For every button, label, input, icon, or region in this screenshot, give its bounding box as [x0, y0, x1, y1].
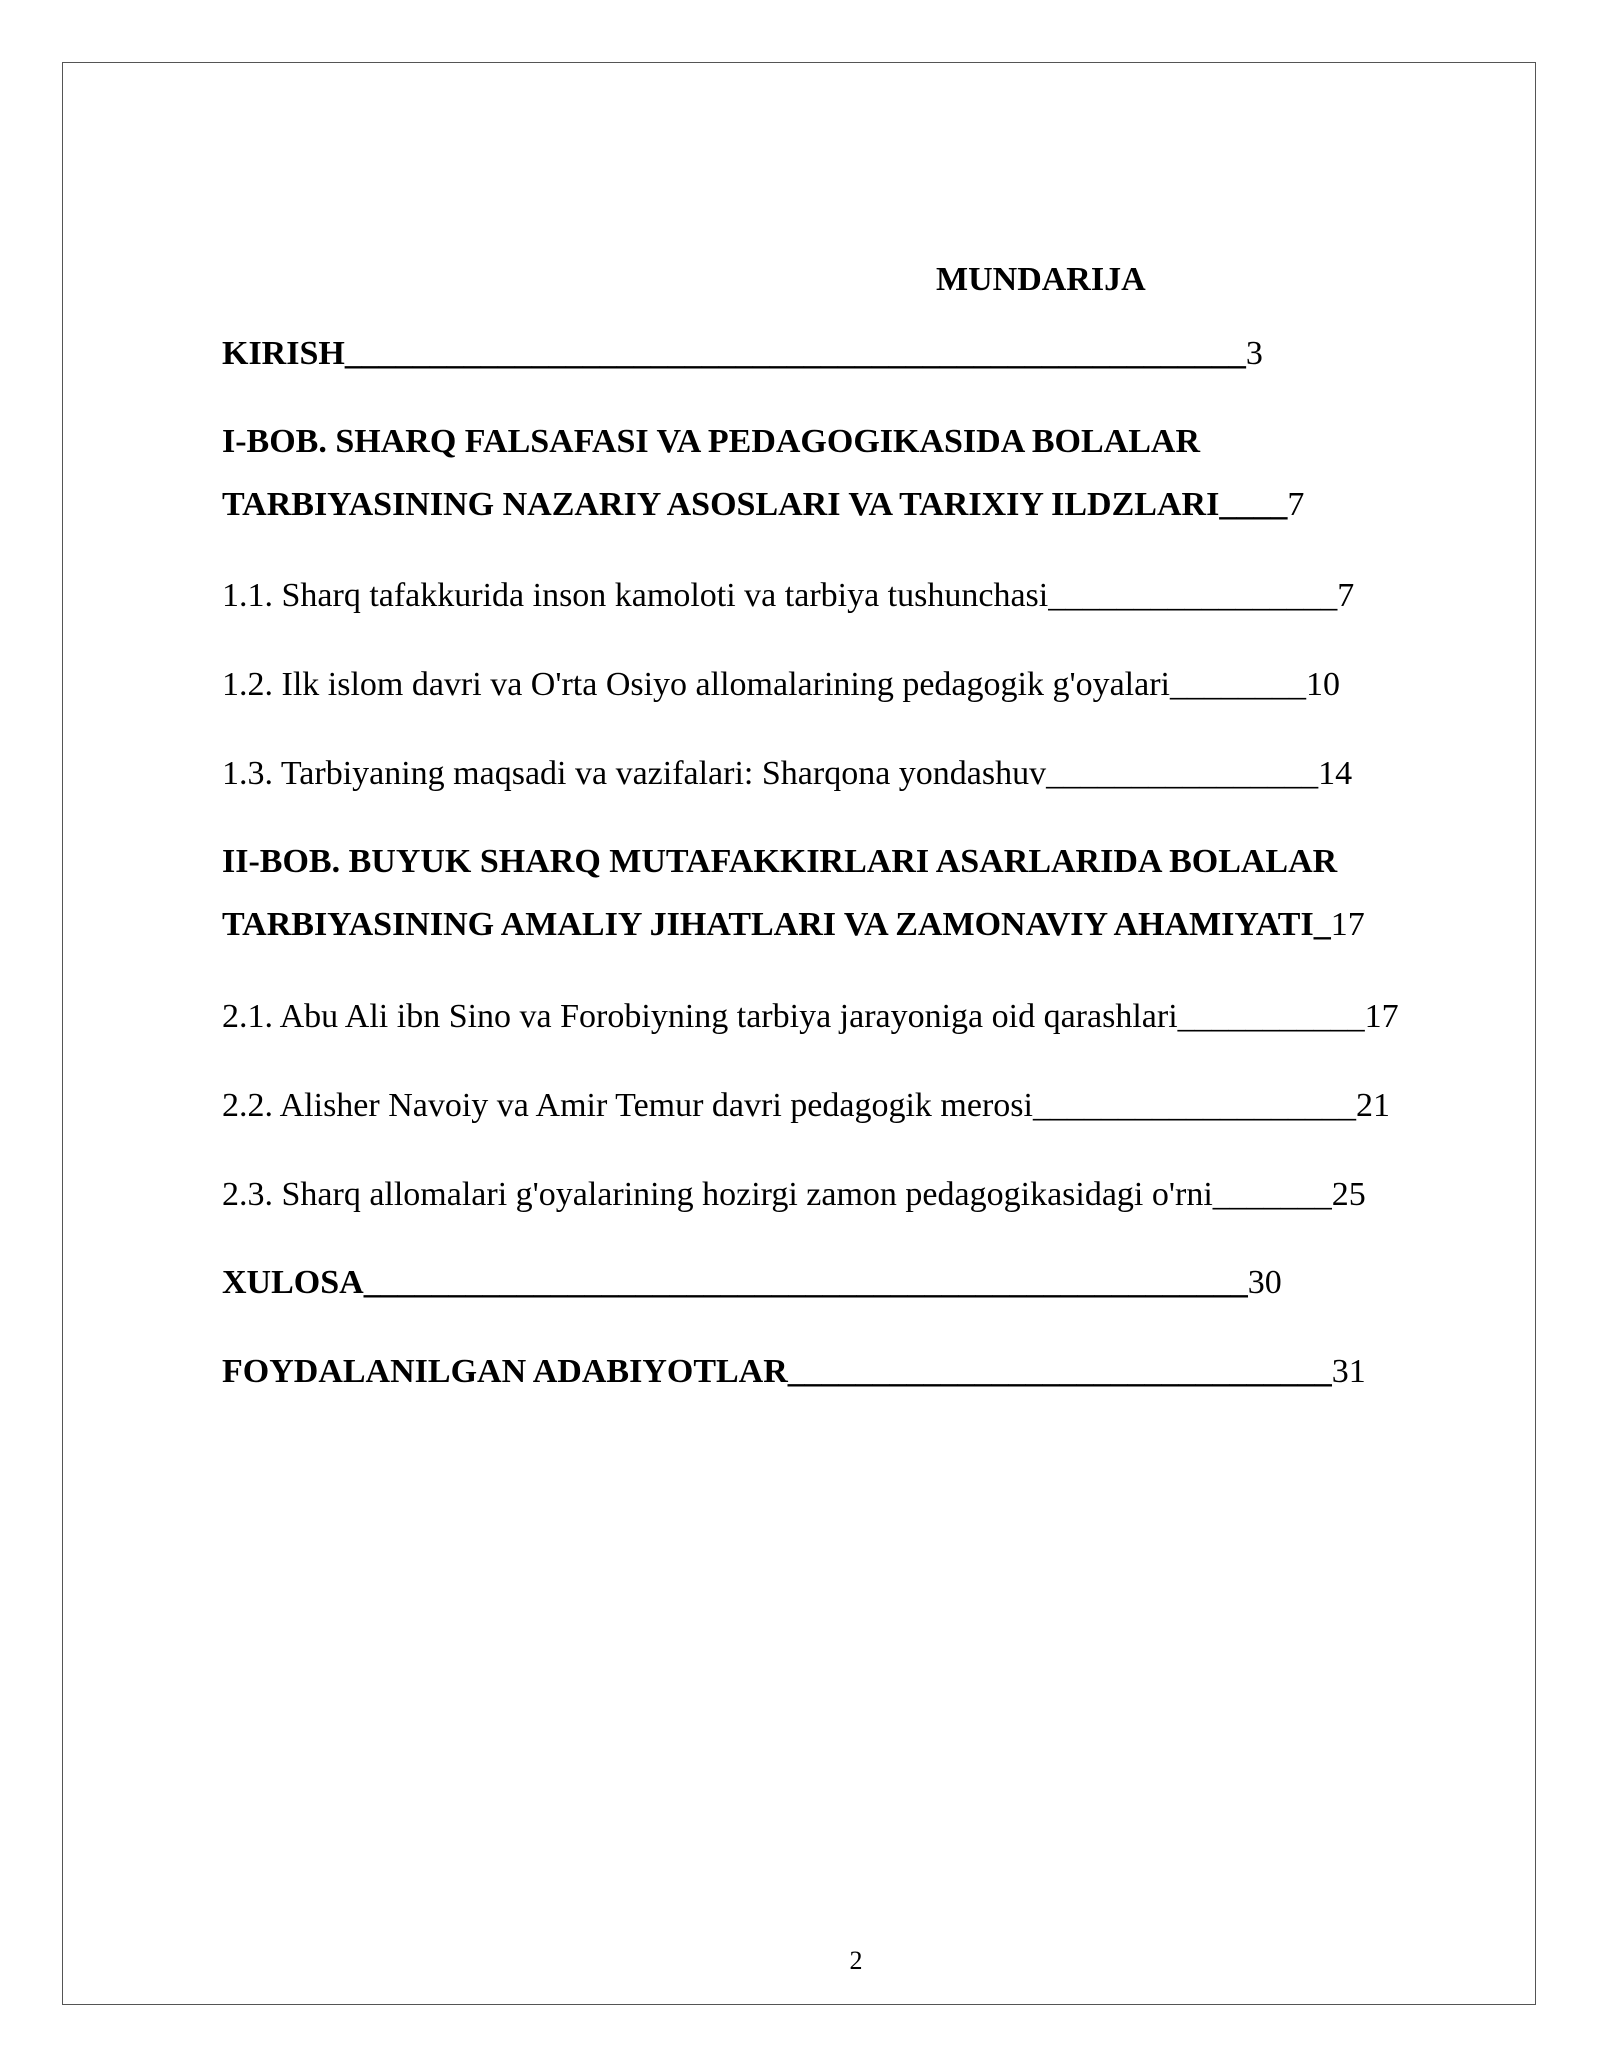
toc-entry-2-2[interactable]: [222, 1084, 1390, 1128]
toc-leader: ________________: [1046, 755, 1319, 792]
toc-title: MUNDARIJA: [936, 261, 1146, 298]
toc-entry-text: 1.3. Tarbiyaning maqsadi va vazifalari: Sharqona yondashuv: [222, 755, 1047, 792]
toc-entry-kirish[interactable]: [222, 332, 1263, 376]
toc-entry-chapter-1[interactable]: [222, 420, 1304, 527]
toc-leader: _______: [1212, 1176, 1332, 1213]
toc-entry-2-1[interactable]: [222, 995, 1399, 1039]
toc-entry-text: II-BOB. BUYUK SHARQ MUTAFAKKIRLARI ASARLARIDA BOLALAR: [222, 843, 1338, 880]
toc-entry-1-1[interactable]: [222, 574, 1354, 618]
toc-page-number: 7: [1337, 577, 1355, 614]
toc-entry-2-3[interactable]: [222, 1173, 1366, 1217]
toc-page-number: 3: [1245, 335, 1263, 372]
toc-entry-text: 1.2. Ilk islom davri va O'rta Osiyo allomalarining pedagogik g'oyalari: [222, 666, 1170, 703]
toc-entry-text: 2.2. Alisher Navoiy va Amir Temur davri pedagogik merosi: [222, 1087, 1033, 1124]
toc-leader: _____________________________________________________: [344, 335, 1246, 372]
toc-leader: ________: [1169, 666, 1306, 703]
toc-page-number: 14: [1318, 755, 1353, 792]
toc-entry-text: TARBIYASINING NAZARIY ASOSLARI VA TARIXIY ILDZLARI: [222, 486, 1220, 523]
toc-leader: ____________________________________________________: [363, 1264, 1248, 1301]
toc-leader: ____: [1219, 486, 1288, 523]
toc-page-number: 31: [1331, 1353, 1366, 1390]
toc-leader: _________________: [1048, 577, 1338, 614]
toc-leader: ________________________________: [787, 1353, 1332, 1390]
toc-entry-adabiyotlar[interactable]: [222, 1350, 1366, 1394]
toc-entry-text: FOYDALANILGAN ADABIYOTLAR: [222, 1353, 788, 1390]
toc-page-number: 17: [1330, 906, 1365, 943]
toc-entry-text: TARBIYASINING AMALIY JIHATLARI VA ZAMONAVIY AHAMIYATI: [222, 906, 1314, 943]
toc-page-number: 30: [1247, 1264, 1282, 1301]
toc-entry-xulosa[interactable]: [222, 1261, 1282, 1305]
toc-entry-text: 2.3. Sharq allomalari g'oyalarining hozirgi zamon pedagogikasidagi o'rni: [222, 1176, 1213, 1213]
toc-entry-text: 1.1. Sharq tafakkurida inson kamoloti va tarbiya tushunchasi: [222, 577, 1049, 614]
toc-entry-1-3[interactable]: [222, 752, 1352, 796]
toc-leader: ___________________: [1032, 1087, 1356, 1124]
toc-page-number: 10: [1305, 666, 1340, 703]
toc-leader: ___________: [1177, 998, 1365, 1035]
page-number: 2: [849, 1946, 863, 1975]
toc-entry-text: I-BOB. SHARQ FALSAFASI VA PEDAGOGIKASIDA BOLALAR: [222, 423, 1201, 460]
toc-leader: _: [1313, 906, 1331, 943]
toc-entry-1-2[interactable]: [222, 663, 1340, 707]
toc-page-number: 17: [1364, 998, 1399, 1035]
toc-page-number: 25: [1331, 1176, 1366, 1213]
toc-entry-text: 2.1. Abu Ali ibn Sino va Forobiyning tarbiya jarayoniga oid qarashlari: [222, 998, 1178, 1035]
toc-entry-chapter-2[interactable]: [222, 840, 1365, 947]
toc-page-number: 21: [1355, 1087, 1390, 1124]
toc-entry-text: XULOSA: [222, 1264, 364, 1301]
toc-entry-text: KIRISH: [222, 335, 345, 372]
toc-page-number: 7: [1287, 486, 1305, 523]
